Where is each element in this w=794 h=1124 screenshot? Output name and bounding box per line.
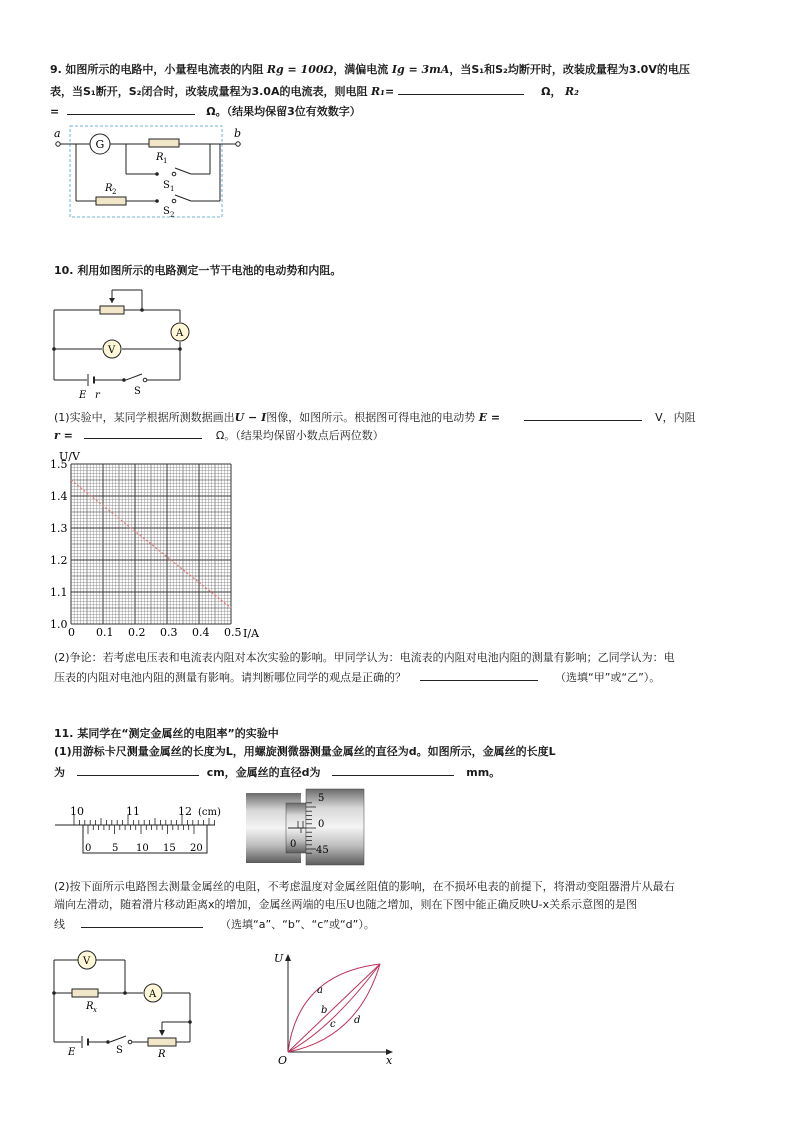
q11-part2-line3 (54, 916, 375, 932)
q9-rg-expr: Rg = 100Ω (266, 63, 334, 76)
q10-part1-line1 (54, 409, 696, 425)
q9-text: 如图所示的电路中，小量程电流表的内阻 (65, 63, 264, 76)
vernier-label-20: 20 (190, 843, 203, 854)
q11-part1-line1: (1)用游标卡尺测量金属丝的长度为L，用螺旋测微器测量金属丝的直径为d。如图所示，金属丝的长度L (54, 745, 556, 758)
thimble-label-45: 45 (316, 845, 329, 856)
rx-label: R (86, 1001, 94, 1012)
q9-line2 (50, 83, 579, 99)
q9-r2-label: R₂ (565, 85, 579, 98)
vernier-label-5: 5 (112, 843, 119, 854)
x-axis-label: x (386, 1054, 393, 1067)
q9-ig-expr: Ig = 3mA (391, 63, 450, 76)
curve-d-label: d (354, 1015, 361, 1026)
curve-b-label: b (321, 1005, 328, 1016)
q10-text: 图像，如图所示。根据图可得电池的电动势 (266, 411, 476, 424)
internal-r-label: r (95, 390, 100, 401)
q9-text: = (50, 105, 60, 118)
node (140, 308, 144, 312)
y-tick-label: 1.5 (50, 458, 68, 471)
q10-answer-opinion-blank[interactable] (420, 669, 538, 681)
q9-text: Ω。（结果均保留3位有效数字） (206, 105, 361, 118)
s1-label: S (163, 180, 170, 191)
main-scale-ticks (74, 815, 214, 825)
q9-number: 9. (50, 63, 62, 76)
q10-text: V，内阻 (655, 411, 696, 424)
switch-s2-contact (172, 199, 176, 203)
terminal-b (236, 142, 240, 146)
q11-text: cm，金属丝的直径d为 (206, 766, 321, 779)
terminal-a (56, 142, 60, 146)
switch-pivot (122, 378, 126, 382)
slider-arrow (109, 298, 115, 303)
thimble-label-0: 0 (318, 819, 325, 830)
curve-a-label: a (317, 985, 323, 996)
q11-answer-diameter-blank[interactable] (332, 764, 454, 776)
q10-answer-emf-blank[interactable] (524, 409, 642, 421)
q9-text: ，满偏电流 (333, 63, 389, 76)
q10-text: (1)实验中，某同学根据所测数据画出 (54, 411, 235, 424)
rheostat-label: R (158, 1049, 166, 1060)
node (178, 347, 182, 351)
q11-answer-curve-blank[interactable] (81, 916, 203, 928)
q10-part2-line1: (2)争论：若考虑电压表和电流表内阻对本次实验的影响。甲同学认为：电流表的内阻对电池内阻的测量有影响；乙同学认为：电 (54, 651, 675, 664)
micrometer-diagram (246, 789, 368, 865)
s2-label: S (163, 206, 170, 217)
r2-label: R (105, 183, 113, 194)
terminal-a-label: a (54, 127, 61, 140)
rheostat-r (148, 1038, 176, 1046)
q9-answer-r2-blank[interactable] (67, 103, 195, 115)
thimble (306, 789, 364, 865)
s2-sub: 2 (170, 211, 175, 219)
y-axis-label: U/V (59, 450, 80, 463)
q9-text: 表，当S₁断开，S₂闭合时，改装成量程为3.0A的电流表，则电阻 (50, 85, 368, 98)
q10-u-i-chart (45, 448, 275, 643)
q11-u-x-graph (272, 950, 402, 1068)
q9-answer-r1-blank[interactable] (398, 83, 524, 95)
ammeter-label: A (149, 989, 157, 1000)
switch-s1-contact (172, 172, 176, 176)
x-tick-label: 0.3 (160, 626, 178, 639)
y-tick-label: 1.4 (50, 490, 68, 503)
q11-answer-length-blank[interactable] (77, 764, 199, 776)
x-tick-label: 0.1 (96, 626, 114, 639)
u-axis-label: U (274, 952, 284, 965)
thimble-label-5: 5 (318, 793, 325, 804)
y-tick-label: 1.2 (50, 554, 68, 567)
q10-ui-label: U − I (234, 411, 267, 424)
node (188, 1020, 192, 1024)
vernier-label-0: 0 (85, 843, 92, 854)
q10-text: 压表的内阻对电池内阻的测量有影响。请判断哪位同学的观点是正确的？ (54, 671, 406, 684)
vernier-caliper-diagram (50, 800, 225, 862)
curve-c-label: c (330, 1019, 336, 1030)
y-tick-label: 1.0 (50, 618, 68, 631)
node (52, 347, 56, 351)
u-axis-arrow (285, 954, 291, 961)
node (123, 991, 127, 995)
main-label-12: 12 (178, 805, 192, 818)
x-tick-label: 0 (68, 626, 75, 639)
r1-label: R (156, 152, 164, 163)
x-axis-label: I/A (243, 627, 259, 640)
vernier-scale-ticks (88, 825, 194, 834)
ammeter-label: A (176, 328, 184, 339)
y-tick-label: 1.3 (50, 522, 68, 535)
q11-text: 线 (54, 918, 65, 931)
vernier-label-15: 15 (163, 843, 176, 854)
main-label-11: 11 (126, 805, 140, 818)
galvanometer-label: G (95, 138, 105, 151)
terminal-b-label: b (234, 127, 242, 140)
switch-contact (128, 1040, 132, 1044)
voltmeter-label: V (83, 956, 91, 967)
q11-circuit-diagram (50, 945, 200, 1060)
q10-r-label: r = (54, 429, 73, 442)
rheostat (100, 306, 124, 314)
switch-s1-pivot (155, 172, 159, 176)
q10-circuit-diagram (50, 285, 190, 400)
switch-label: S (116, 1045, 123, 1056)
vernier-label-10: 10 (136, 843, 149, 854)
resistor-r2 (96, 197, 126, 205)
switch-s2-pivot (155, 199, 159, 203)
switch-label: S (134, 386, 141, 397)
switch-contact (143, 378, 147, 382)
q10-part2-line2 (54, 669, 660, 685)
node (52, 991, 56, 995)
voltmeter-label: V (108, 345, 116, 356)
q11-title: 11. 某同学在“测定金属丝的电阻率”的实验中 (54, 727, 279, 740)
q10-text: Ω。（结果均保留小数点后两位数） (215, 429, 384, 442)
y-tick-label: 1.1 (50, 586, 68, 599)
q11-part2-line1: (2)按下面所示电路图去测量金属丝的电阻，不考虑温度对金属丝阻值的影响，在不损坏电表的前提下，将滑动变阻器滑片从最右 (54, 880, 675, 893)
rx-sub: x (93, 1006, 97, 1014)
q10-part1-line2 (54, 427, 384, 443)
sleeve-label-0: 0 (290, 839, 297, 850)
resistor-r1 (149, 139, 179, 147)
q9-circuit-diagram (48, 122, 248, 222)
q9-text: ，当S₁和S₂均断开时，改装成量程为3.0V的电压 (449, 63, 690, 76)
q10-emf-label: E = (478, 411, 501, 424)
q9-line3 (50, 103, 361, 119)
resistor-rx (72, 989, 98, 997)
q9-r1-label: R₁= (370, 85, 395, 98)
q10-title: 10. 利用如图所示的电路测定一节干电池的电动势和内阻。 (54, 264, 342, 277)
unit-label: (cm) (198, 807, 221, 818)
q9-text: Ω， (541, 85, 562, 98)
s1-sub: 1 (170, 185, 175, 193)
slider-arrow (159, 1030, 165, 1036)
main-label-10: 10 (70, 805, 84, 818)
q9-line1 (50, 63, 690, 77)
emf-label: E (68, 1047, 76, 1058)
origin-label: O (278, 1054, 288, 1067)
emf-label: E (79, 390, 87, 401)
r1-sub: 1 (163, 157, 168, 165)
q10-answer-r-blank[interactable] (84, 427, 202, 439)
q10-text: （选填“甲”或“乙”）。 (555, 671, 661, 684)
chart-ticks (50, 458, 242, 639)
q11-text: mm。 (466, 766, 501, 779)
q11-text: （选填“a”、“b”、“c”或“d”）。 (220, 918, 375, 931)
x-tick-label: 0.4 (192, 626, 210, 639)
r2-sub: 2 (112, 188, 117, 196)
x-tick-label: 0.2 (128, 626, 146, 639)
q11-text: 为 (54, 766, 65, 779)
q11-part2-line2: 端向左滑动，随着滑片移动距离x的增加，金属丝两端的电压U也随之增加，则在下图中能正确反映U-x关系示意图的是图 (54, 898, 638, 911)
chart-grid (71, 464, 231, 624)
q11-part1-line2 (54, 764, 500, 780)
switch-pivot (106, 1040, 110, 1044)
x-tick-label: 0.5 (224, 626, 242, 639)
